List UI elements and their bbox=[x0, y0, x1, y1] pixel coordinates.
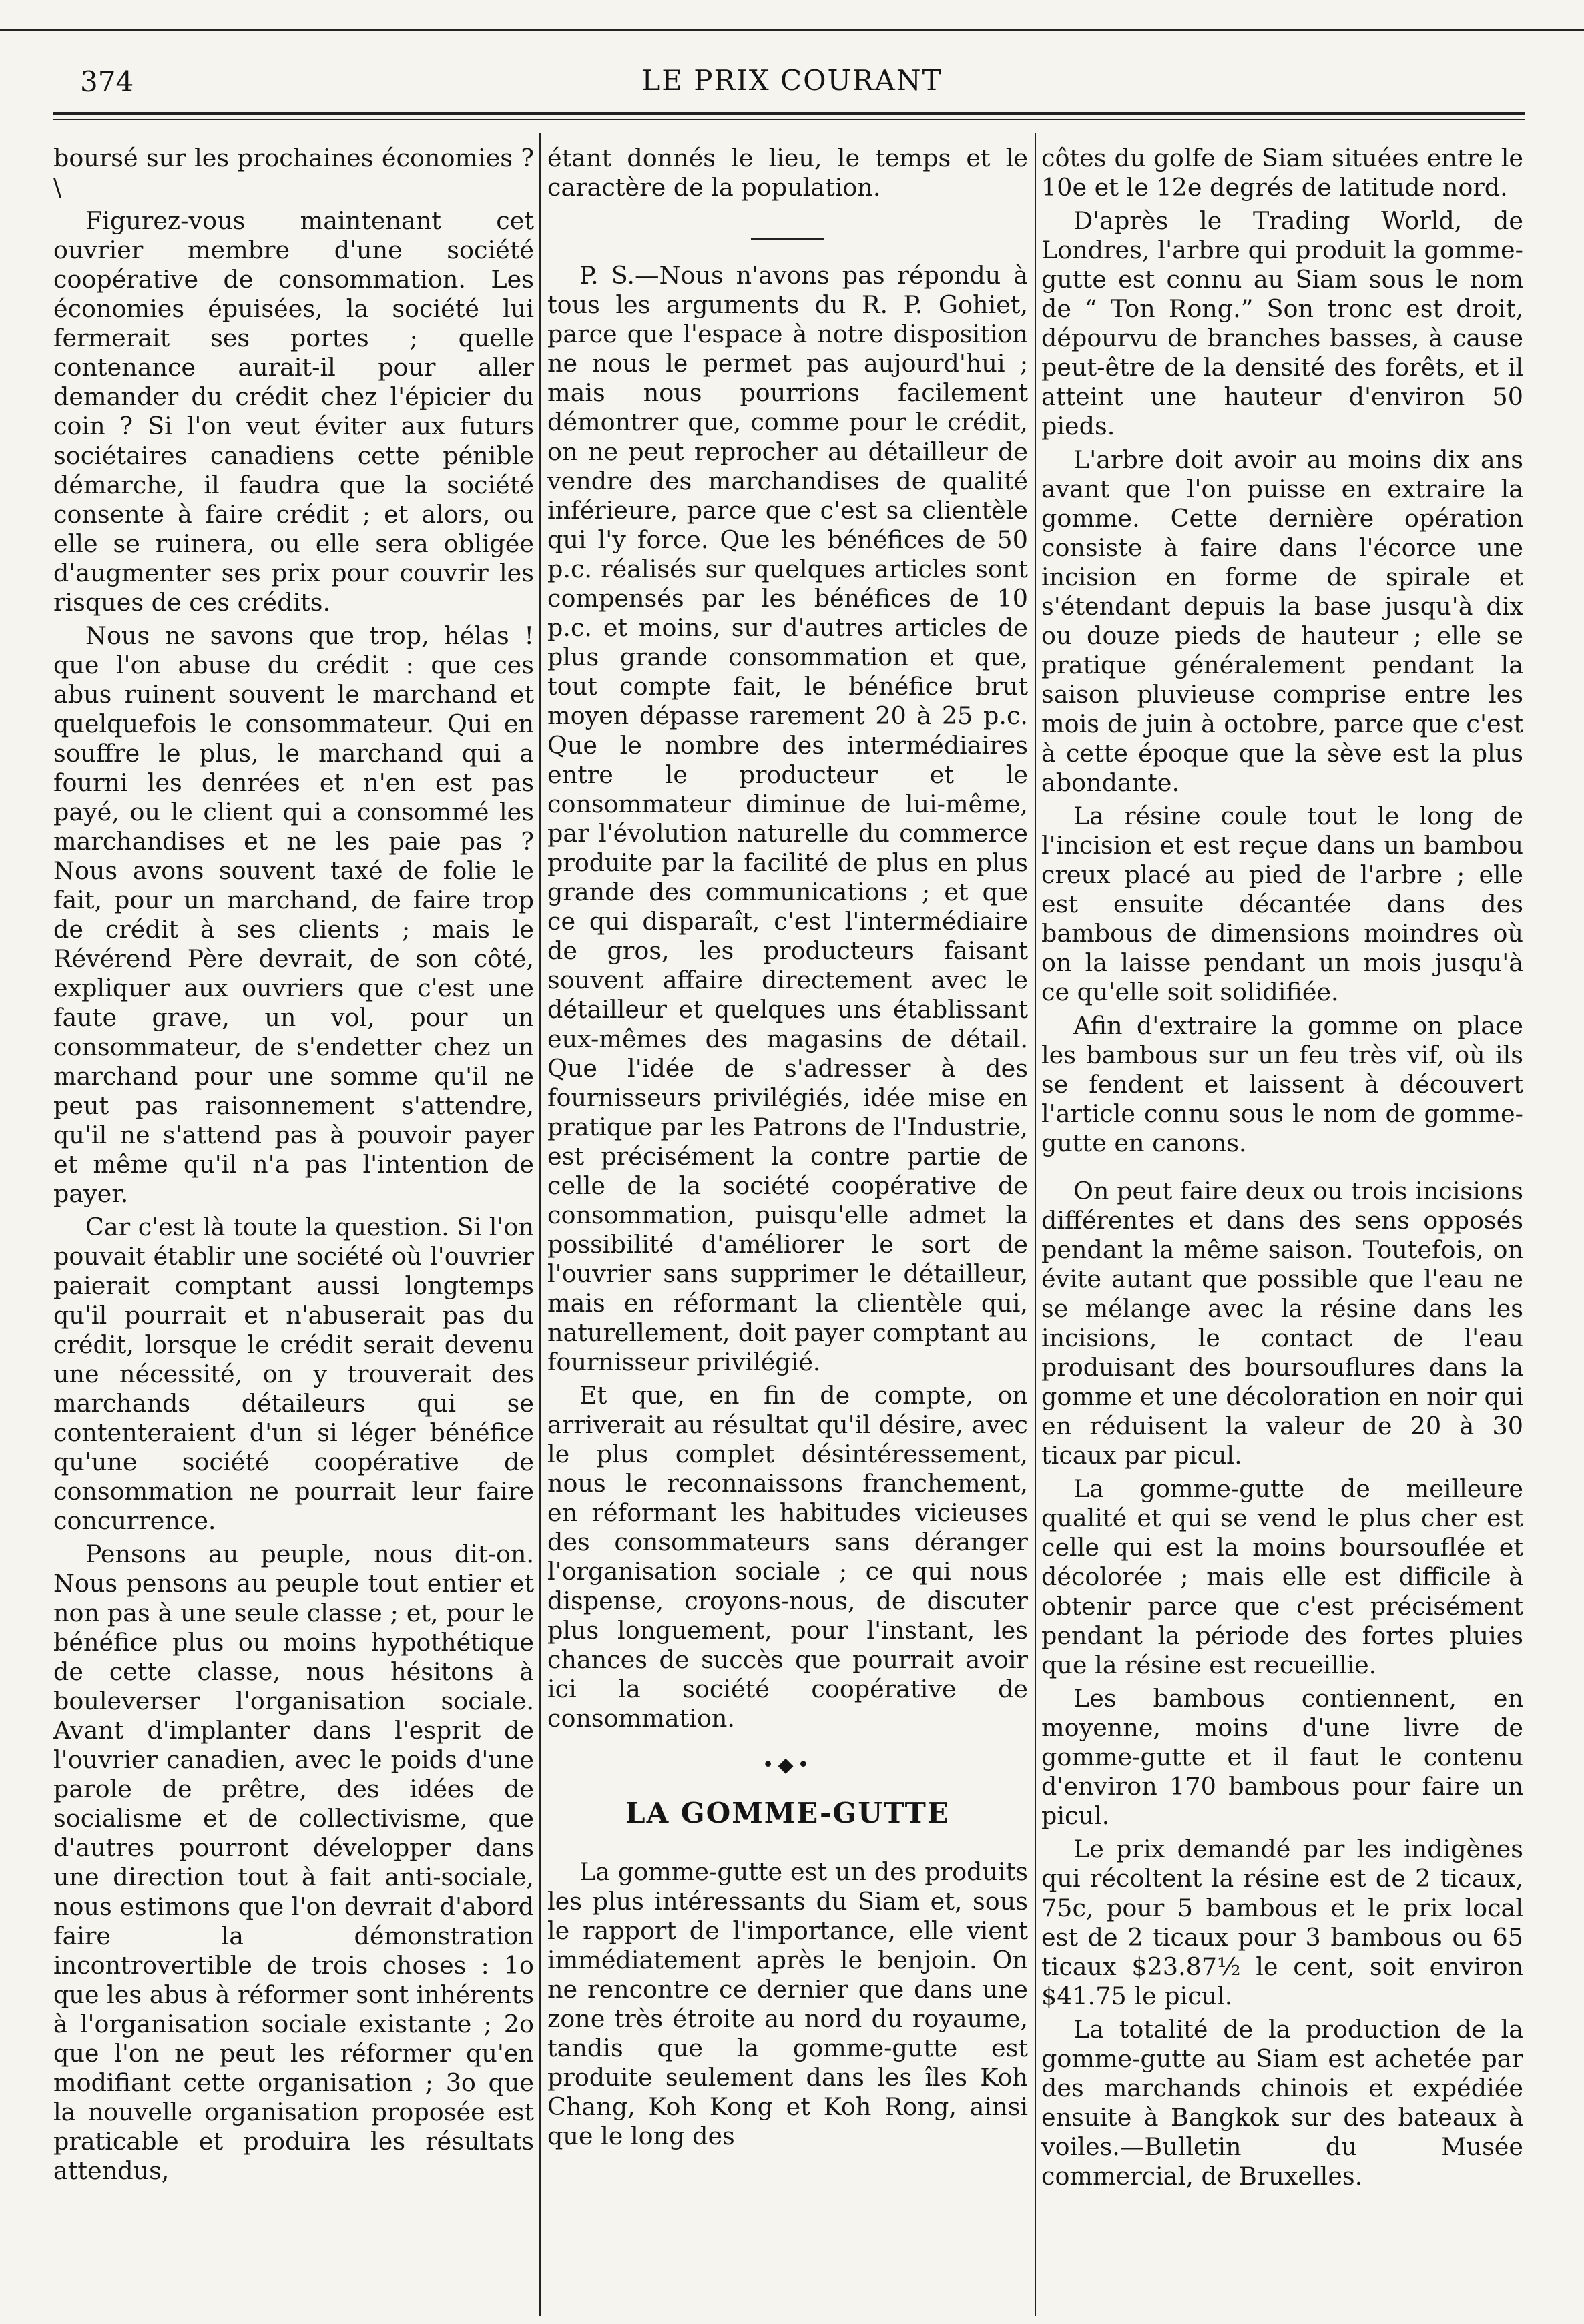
column-3 bbox=[1041, 143, 1523, 2191]
paragraph: La totalité de la production de la gomme-gutte au Siam est achetée par des marchands chinois et expédiée ensuite à Bangkok sur des bateaux à voiles.—Bulletin du Musée commercial, de Bruxelles. bbox=[1041, 2015, 1523, 2191]
paragraph: étant donnés le lieu, le temps et le caractère de la population. bbox=[547, 143, 1028, 202]
column-1 bbox=[53, 143, 534, 2186]
paragraph: D'après le Trading World, de Londres, l'arbre qui produit la gomme-gutte est connu au Siam sous le nom de “ Ton Rong.” Son tronc est droit, dépourvu de branches basses, à cause peut-être de la densité des forêts, et il atteint une hauteur d'environ 50 pieds. bbox=[1041, 206, 1523, 441]
paragraph: La résine coule tout le long de l'incision et est reçue dans un bambou creux placé au pied de l'arbre ; elle est ensuite décantée dans des bambous de dimensions moindres où on la laisse pendant un mois jusqu'à ce qu'elle soit solidifiée. bbox=[1041, 802, 1523, 1006]
column-divider-2 bbox=[1035, 133, 1036, 2316]
header-rule-thin bbox=[53, 119, 1525, 120]
paragraph: La gomme-gutte de meilleure qualité et qui se vend le plus cher est celle qui est la moins boursouflée et décolorée ; mais elle est difficile à obtenir parce que c'est précisément pendant la période des fortes pluies que la résine est recueillie. bbox=[1041, 1474, 1523, 1679]
paragraph: La gomme-gutte est un des produits les plus intéressants du Siam et, sous le rapport de l'importance, elle vient immédiatement après le benjoin. On ne rencontre ce dernier que dans une zone très étroite au nord du royaume, tandis que la gomme-gutte est produite seulement dans les îles Koh Chang, Koh Kong et Koh Rong, ainsi que le long des bbox=[547, 1857, 1028, 2150]
column-divider-1 bbox=[539, 133, 541, 2316]
spacer bbox=[1041, 1158, 1523, 1177]
section-title: LA GOMME-GUTTE bbox=[625, 1797, 950, 1829]
paragraph: boursé sur les prochaines économies ?\ bbox=[53, 143, 534, 202]
top-rule bbox=[0, 29, 1584, 31]
paragraph: L'arbre doit avoir au moins dix ans avant que l'on puisse en extraire la gomme. Cette dernière opération consiste à faire dans l'écorce une incision en forme de spirale et s'étendant depuis la base jusqu'à dix ou douze pieds de hauteur ; elle se pratique généralement pendant la saison pluvieuse comprise entre les mois de juin à octobre, parce que c'est à cette époque que la sève est la plus abondante. bbox=[1041, 445, 1523, 797]
paragraph: Figurez-vous maintenant cet ouvrier membre d'une société coopérative de consommation. Les économies épuisées, la société lui fermerait ses portes ; quelle contenance aurait-il pour aller demander du crédit chez l'épicier du coin ? Si l'on veut éviter aux futurs sociétaires canadiens cette pénible démarche, il faudra que la société consente à faire crédit ; et alors, ou elle se ruinera, ou elle sera obligée d'augmenter ses prix pour couvrir les risques de ces crédits. bbox=[53, 206, 534, 617]
separator bbox=[547, 217, 1028, 246]
header-rule bbox=[53, 112, 1525, 115]
paragraph: P. S.—Nous n'avons pas répondu à tous les arguments du R. P. Gohiet, parce que l'espace à notre disposition ne nous le permet pas aujourd'hui ; mais nous pourrions facilement démontrer que, comme pour le crédit, on ne peut reprocher au détailleur de vendre des marchandises de qualité inférieure, parce que c'est sa clientèle qui l'y force. Que les bénéfices de 50 p.c. réalisés sur quelques articles sont compensés par les bénéfices de 10 p.c. et moins, sur d'autres articles de plus grande consommation et que, tout compte fait, le bénéfice brut moyen dépasse rarement 20 à 25 p.c. Que le nombre des intermédiaires entre le producteur et le consommateur diminue de lui-même, par l'évolution naturelle du commerce produite par la facilité de plus en plus grande des communications ; et que ce qui disparaît, c'est l'intermédiaire de gros, les producteurs faisant souvent affaire directement avec le détailleur et quelques uns établissant eux-mêmes des magasins de détail. Que l'idée de s'adresser à des fournisseurs privilégiés, idée mise en pratique par les Patrons de l'Industrie, est précisément la contre partie de celle de la société coopérative de consommation, puisqu'elle admet la possibilité d'améliorer le sort de l'ouvrier sans supprimer le détailleur, mais en réformant la clientèle qui, naturellement, doit payer comptant au fournisseur privilégié. bbox=[547, 261, 1028, 1376]
column-2 bbox=[547, 143, 1028, 2151]
paragraph: côtes du golfe de Siam situées entre le 10e et le 12e degrés de latitude nord. bbox=[1041, 143, 1523, 202]
ornament: •◆• bbox=[762, 1753, 814, 1777]
paragraph: Pensons au peuple, nous dit-on. Nous pensons au peuple tout entier et non pas à une seule classe ; et, pour le bénéfice plus ou moins hypothétique de cette classe, nous hésitons à bouleverser l'organisation sociale. Avant d'implanter dans l'esprit de l'ouvrier canadien, avec le poids d'une parole de prêtre, des idées de socialisme et de collectivisme, que d'autres pourront développer dans une direction tout à fait anti-sociale, nous estimons que l'on devrait d'abord faire la démonstration incontrovertible de trois choses : 1o que les abus à réformer sont inhérents à l'organisation sociale existante ; 2o que l'on ne peut les réformer qu'en modifiant cette organisation ; 3o que la nouvelle organisation proposée est praticable et produira les résultats attendus, bbox=[53, 1540, 534, 2185]
page-number: 374 bbox=[80, 65, 134, 98]
paragraph: Afin d'extraire la gomme on place les bambous sur un feu très vif, où ils se fendent et laissent à découvert l'article connu sous le nom de gomme-gutte en canons. bbox=[1041, 1011, 1523, 1157]
paragraph: Et que, en fin de compte, on arriverait au résultat qu'il désire, avec le plus complet désintéressement, nous le reconnaissons franchement, en réformant les habitudes vicieuses des consommateurs sans déranger l'organisation sociale ; ce qui nous dispense, croyons-nous, de discuter plus longuement, pour l'instant, les chances de succès que pourrait avoir ici la société coopérative de consommation. bbox=[547, 1381, 1028, 1733]
paragraph: On peut faire deux ou trois incisions différentes et dans des sens opposés pendant la même saison. Toutefois, on évite autant que possible que l'eau ne se mélange avec la résine dans les incisions, le contact de l'eau produisant des boursouflures dans la gomme et une décoloration en noir qui en réduisent la valeur de 20 à 30 ticaux par picul. bbox=[1041, 1177, 1523, 1470]
paragraph: Le prix demandé par les indigènes qui récoltent la résine est de 2 ticaux, 75c, pour 5 bambous et le prix local est de 2 ticaux pour 3 bambous ou 65 ticaux $23.87½ le cent, soit environ $41.75 le picul. bbox=[1041, 1835, 1523, 2010]
paragraph: Car c'est là toute la question. Si l'on pouvait établir une société où l'ouvrier paierait comptant aussi longtemps qu'il pourrait et n'abuserait pas du crédit, lorsque le crédit serait devenu une nécessité, on y trouverait des marchands détaileurs qui se contenteraient d'un si léger bénéfice qu'une société coopérative de consommation ne pourrait leur faire concurrence. bbox=[53, 1213, 534, 1535]
running-head: LE PRIX COURANT bbox=[641, 64, 943, 97]
paragraph: Les bambous contiennent, en moyenne, moins d'une livre de gomme-gutte et il faut le contenu d'environ 170 bambous pour faire un picul. bbox=[1041, 1684, 1523, 1830]
paragraph: Nous ne savons que trop, hélas ! que l'on abuse du crédit : que ces abus ruinent souvent le marchand et quelquefois le consommateur. Qui en souffre le plus, le marchand qui a fourni les denrées et n'en est pas payé, ou le client qui a consommé les marchandises et ne les paie pas ? Nous avons souvent taxé de folie le fait, pour un marchand, de faire trop de crédit à ses clients ; mais le Révérend Père devrait, de son côté, expliquer aux ouvriers que c'est une faute grave, un vol, pour un consommateur, de s'endetter chez un marchand pour une somme qu'il ne peut pas raisonnement s'attendre, qu'il ne s'attend pas à pouvoir payer et même qu'il n'a pas l'intention de payer. bbox=[53, 621, 534, 1208]
